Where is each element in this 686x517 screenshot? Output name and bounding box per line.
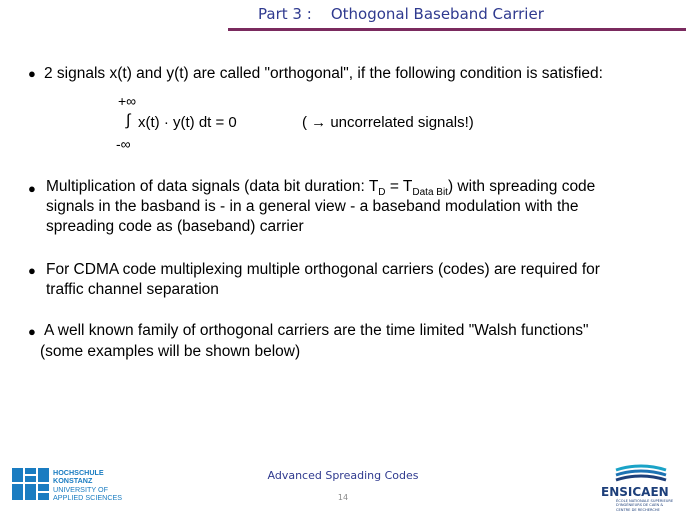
htwg-line-2: KONSTANZ <box>53 476 93 486</box>
bullet-3-line-2: traffic channel separation <box>46 281 219 298</box>
bullet-3-line-1: For CDMA code multiplexing multiple orthogonal carriers (codes) are required for <box>46 261 600 278</box>
bullet-4-line-1: A well known family of orthogonal carriers are the time limited "Walsh functions" <box>44 322 589 339</box>
bullet-2-line-2: signals in the basband is - in a general view - a baseband modulation with the <box>46 198 579 215</box>
bullet-icon: ● <box>28 324 36 339</box>
htwg-logo-icon <box>12 468 50 501</box>
bullet-1-line-1: 2 signals x(t) and y(t) are called "orthogonal", if the following condition is satisfied: <box>44 65 603 82</box>
bullet-2-sub-d: D <box>378 187 386 199</box>
formula-lower-limit: -∞ <box>116 136 131 152</box>
bullet-icon: ● <box>28 181 36 196</box>
bullet-4-line-2: (some examples will be shown below) <box>40 343 301 360</box>
formula-expression: x(t) · y(t) dt = 0 <box>138 114 237 131</box>
page-number: 14 <box>337 493 349 502</box>
htwg-line-1: HOCHSCHULE <box>53 468 104 477</box>
bullet-2-text-c: ) with spreading code <box>447 178 596 195</box>
bullet-icon: ● <box>28 263 36 278</box>
htwg-line-3: UNIVERSITY OF <box>53 484 108 494</box>
formula-upper-limit: +∞ <box>118 93 137 109</box>
formula-note: ( → uncorrelated signals!) <box>302 114 474 131</box>
formula-integral-sign: ∫ <box>126 112 131 129</box>
htwg-line-4: APPLIED SCIENCES <box>53 493 123 503</box>
ensicaen-logo-icon <box>612 464 670 486</box>
bullet-2-line-3: spreading code as (baseband) carrier <box>46 218 304 235</box>
title-underline <box>228 28 686 31</box>
bullet-2-sub-databit: Data Bit <box>412 187 448 199</box>
page-title: Part 3 : Othogonal Baseband Carrier <box>258 5 544 23</box>
ensicaen-subtitle: ÉCOLE NATIONALE SUPÉRIEURE D'INGÉNIEURS DE CAEN & CENTRE DE RECHERCHE <box>616 499 674 512</box>
htwg-logo-text <box>53 469 122 503</box>
ensicaen-name: ENSICAEN <box>601 485 669 499</box>
bullet-2-text-a: Multiplication of data signals (data bit duration: T <box>46 178 379 195</box>
bullet-2-text-b: = T <box>385 178 413 195</box>
footer-subject: Advanced Spreading Codes <box>267 469 419 482</box>
bullet-icon: ● <box>28 66 36 81</box>
